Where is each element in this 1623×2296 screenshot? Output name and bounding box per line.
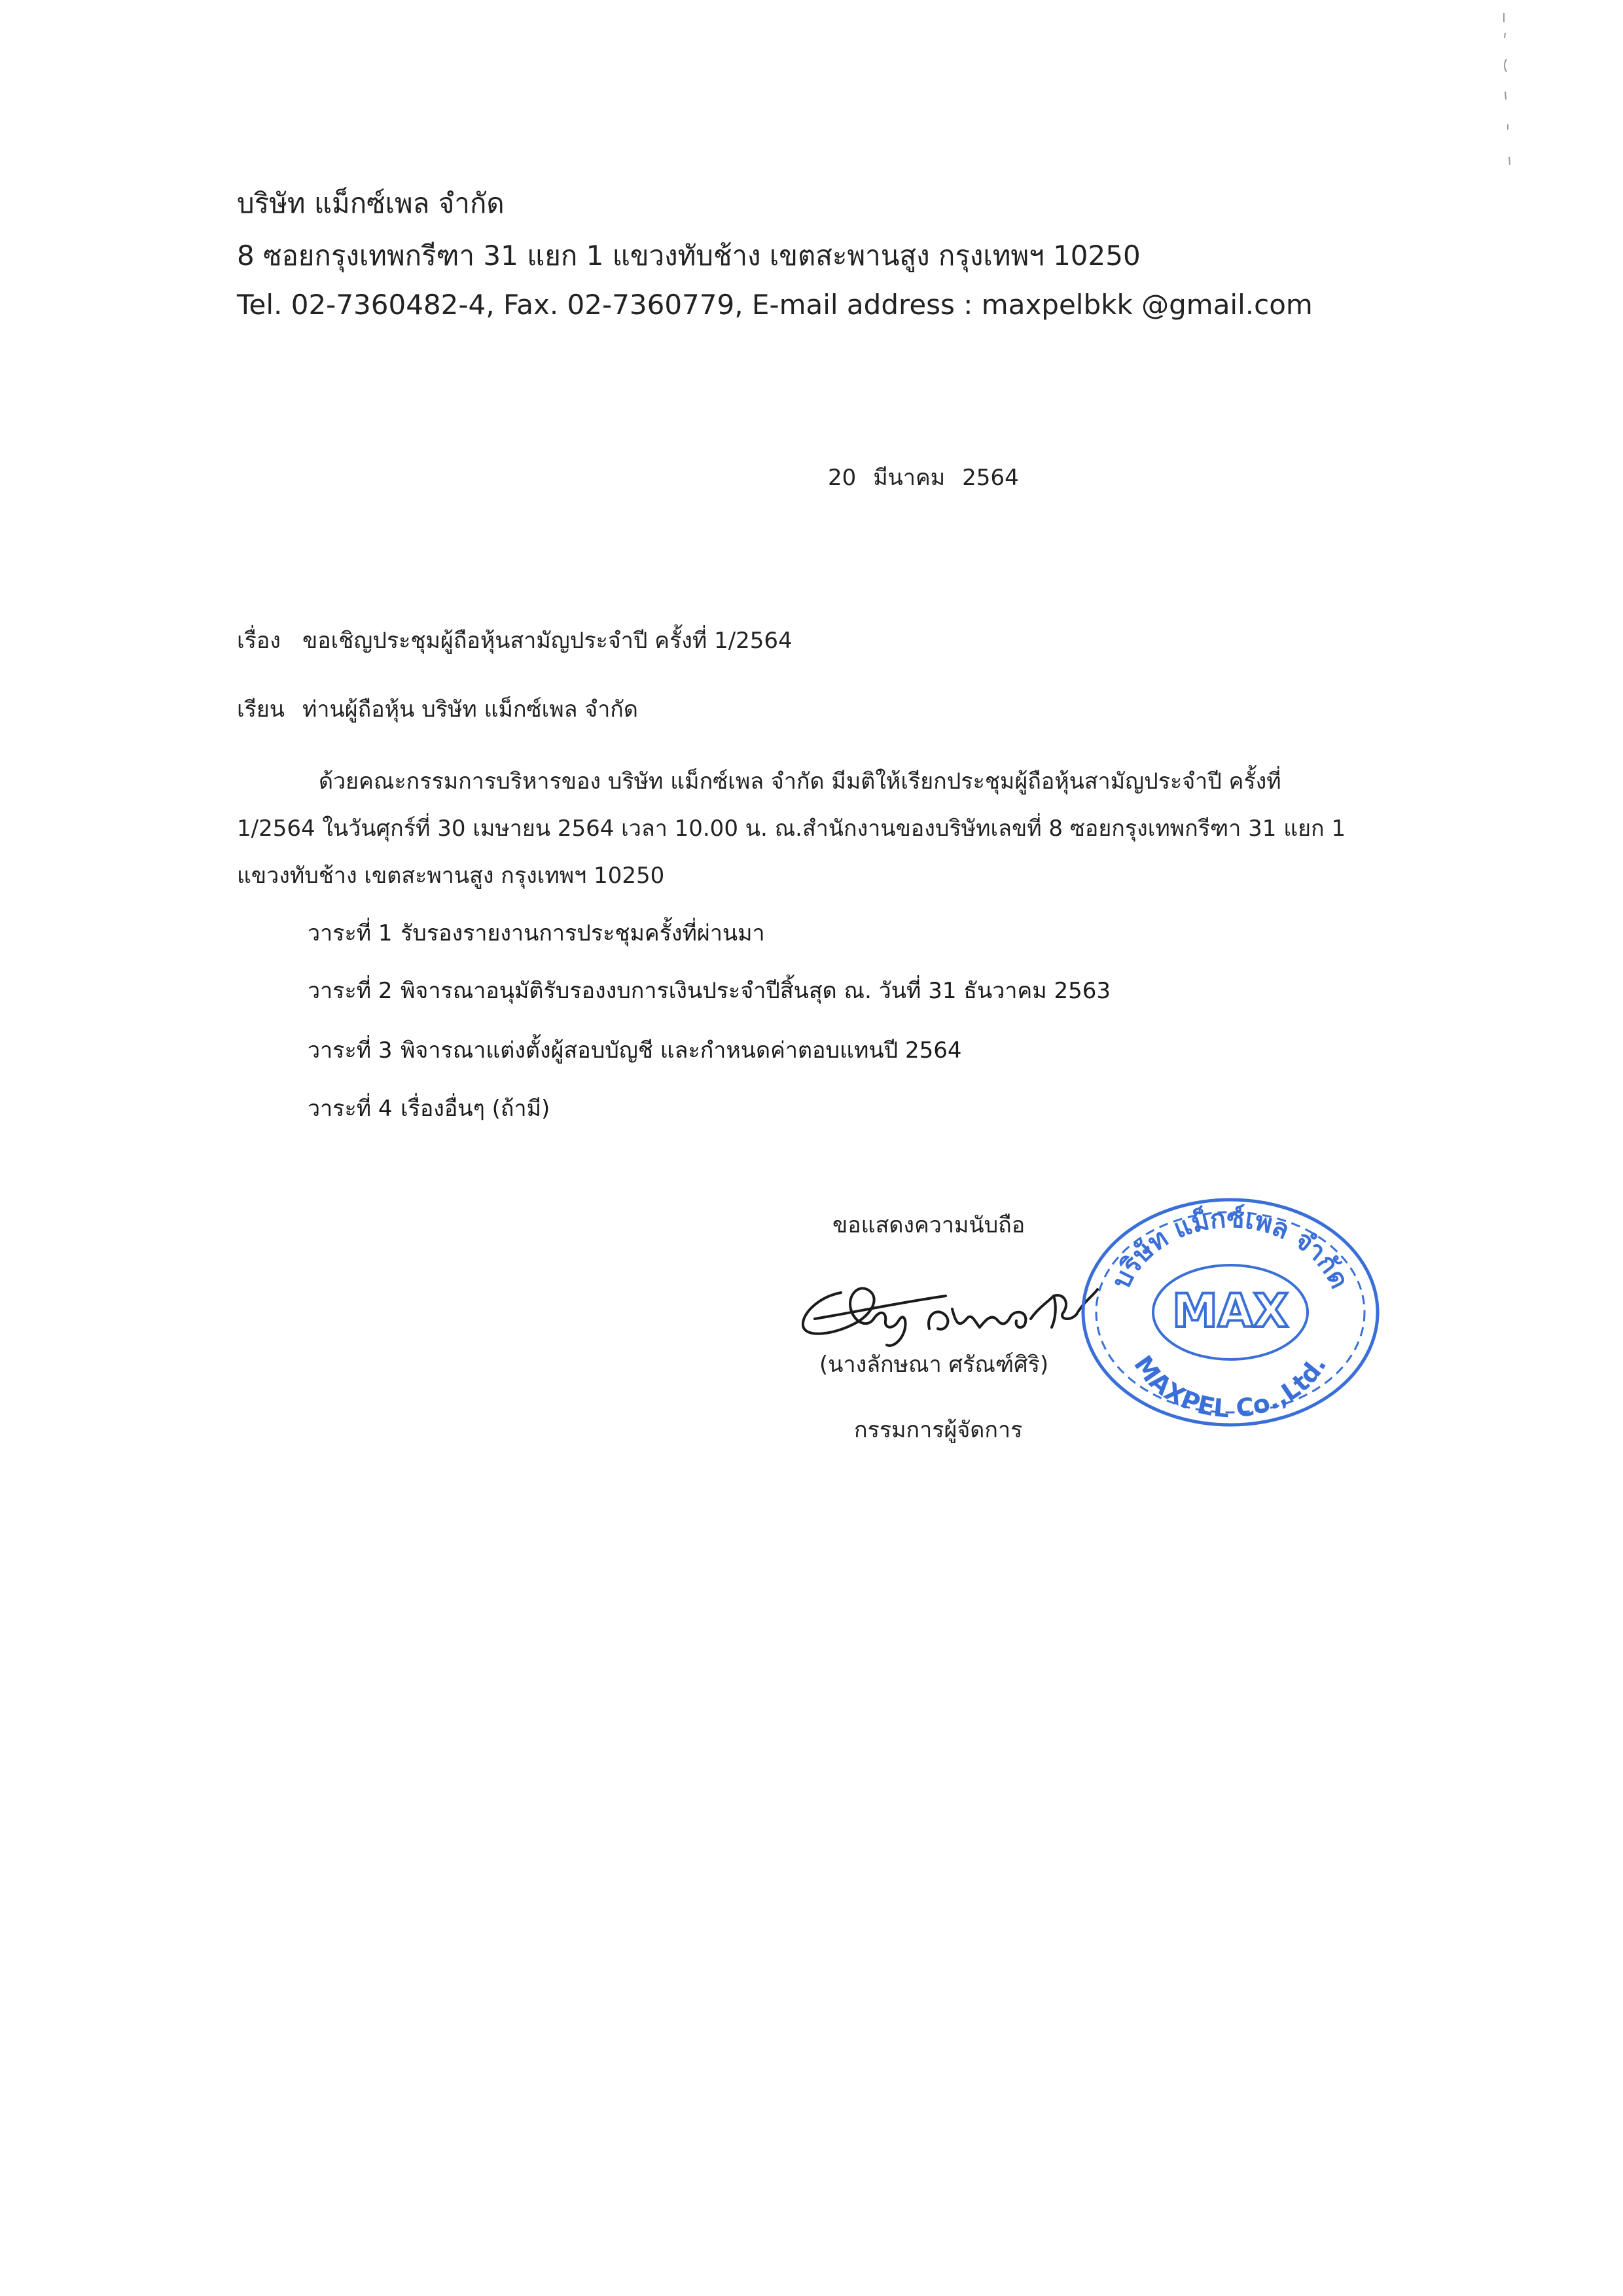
signer-position: กรรมการผู้จัดการ xyxy=(854,1417,1023,1443)
company-name: บริษัท แม็กซ์เพล จำกัด xyxy=(237,187,505,219)
agenda-item xyxy=(308,1036,962,1065)
agenda-text: พิจารณาอนุมัติรับรองงบการเงินประจำปีสิ้นสุด ณ. วันที่ 31 ธันวาคม 2563 xyxy=(401,978,1111,1004)
company-contact: Tel. 02-7360482-4, Fax. 02-7360779, E-mail address : maxpelbkk @gmail.com xyxy=(237,289,1313,321)
company-stamp-icon xyxy=(1073,1188,1387,1437)
agenda-number: วาระที่ 2 xyxy=(308,978,393,1004)
agenda-item xyxy=(308,919,765,948)
svg-text:บริษัท แม็กซ์เพล จำกัด xyxy=(1106,1204,1355,1294)
date-month: มีนาคม xyxy=(873,465,946,491)
agenda-number: วาระที่ 1 xyxy=(308,920,393,946)
agenda-number: วาระที่ 4 xyxy=(308,1096,393,1122)
stamp-logo-text: MAX xyxy=(1172,1284,1289,1338)
agenda-item xyxy=(308,977,1111,1005)
subject-label: เรื่อง xyxy=(237,628,281,654)
stamp-top-text: บริษัท แม็กซ์เพล จำกัด xyxy=(1106,1203,1355,1294)
closing-text: ขอแสดงความนับถือ xyxy=(832,1212,1026,1238)
subject-line xyxy=(237,626,793,655)
paragraph-line-1: ด้วยคณะกรรมการบริหารของ บริษัท แม็กซ์เพล จำกัด มีมติให้เรียกประชุมผู้ถือหุ้นสามัญประจำปี ครั้งที่ xyxy=(319,768,1281,795)
salutation-line xyxy=(237,695,638,724)
subject-text: ขอเชิญประชุมผู้ถือหุ้นสามัญประจำปี ครั้งที่ 1/2564 xyxy=(302,628,793,654)
company-address: 8 ซอยกรุงเทพกรีฑา 31 แยก 1 แขวงทับช้าง เขตสะพานสูง กรุงเทพฯ 10250 xyxy=(237,240,1141,272)
paragraph-line-3: แขวงทับช้าง เขตสะพานสูง กรุงเทพฯ 10250 xyxy=(237,863,665,889)
agenda-text: รับรองรายงานการประชุมครั้งที่ผ่านมา xyxy=(401,920,765,946)
agenda-item xyxy=(308,1094,550,1123)
paragraph-line-2: 1/2564 ในวันศุกร์ที่ 30 เมษายน 2564 เวลา 10.00 น. ณ.สำนักงานของบริษัทเลขที่ 8 ซอยกรุงเทพกรีฑา 31 แยก 1 xyxy=(237,816,1346,842)
letter-date xyxy=(828,463,1036,492)
agenda-text: พิจารณาแต่งตั้งผู้สอบบัญชี และกำหนดค่าตอบแทนปี 2564 xyxy=(401,1037,962,1064)
agenda-number: วาระที่ 3 xyxy=(308,1037,393,1064)
salutation-text: ท่านผู้ถือหุ้น บริษัท แม็กซ์เพล จำกัด xyxy=(302,696,638,723)
agenda-text: เรื่องอื่นๆ (ถ้ามี) xyxy=(401,1096,550,1122)
scan-artifact-icon xyxy=(1492,0,1531,183)
signer-name: (นางลักษณา ศรัณฑ์ศิริ) xyxy=(819,1352,1049,1378)
date-year: 2564 xyxy=(962,465,1019,491)
date-day: 20 xyxy=(828,465,857,491)
stamp-bottom-text: MAXPEL Co.,Ltd. xyxy=(1128,1350,1332,1424)
salutation-label: เรียน xyxy=(237,696,285,723)
body-paragraph xyxy=(237,758,1363,899)
